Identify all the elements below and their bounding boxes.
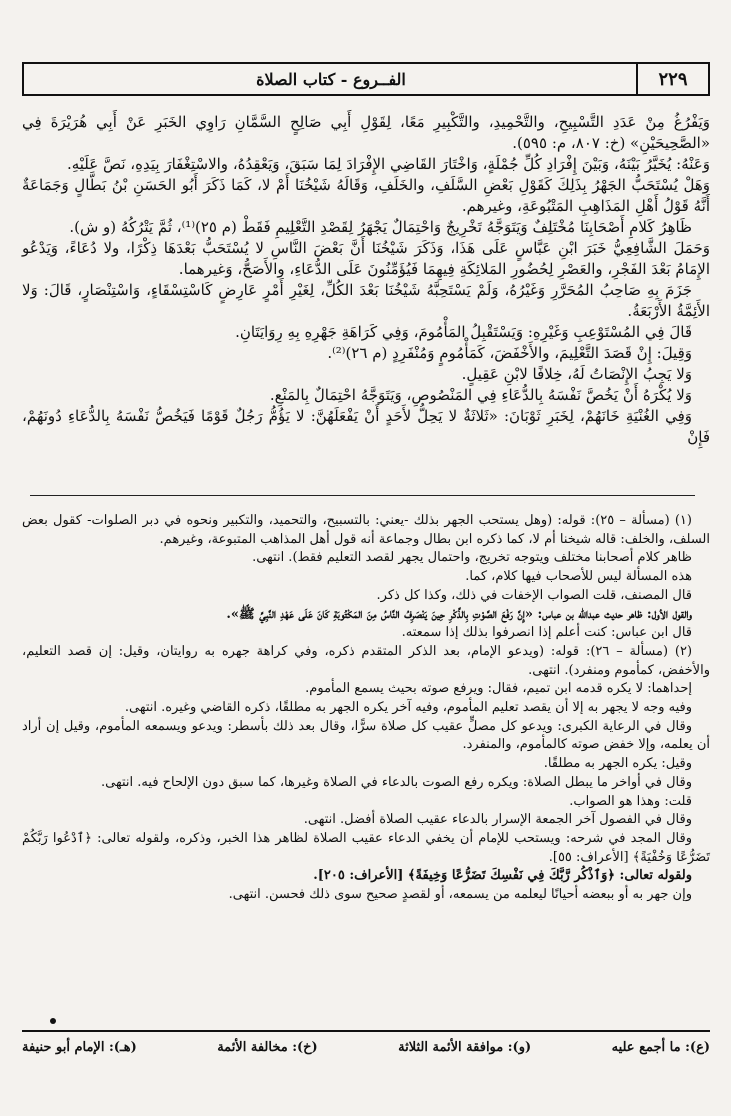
footnote-paragraph: ولقوله تعالى: ﴿وَٱذْكُر رَّبَّكَ فِي نَفْسِكَ تَضَرُّعًا وَخِيفَةً﴾ [الأعراف: ٢٠٥].: [313, 868, 692, 884]
main-paragraph: وَحَمَلَ الشَّافِعِيُّ خَبَرَ ابْنِ عَبَّاسٍ عَلَى هَذَا، وَذَكَرَ شَيْخُنَا أَنَّ بَعْضَ النَّاسِ لا يُسْتَحَبُّ بَعْدَهَا ذِكْرًا، ولا دُعَاءً، وَيَدْعُو الإِمَامُ بَعْدَ الفَجْرِ، والعَصْرِ لِحُضُورِ المَلائِكَةِ فِيهِمَا فَيُؤَمِّنُونَ عَلَى الدُّعَاءِ، والأَصَحُّ، وَغيرهما.: [22, 239, 710, 278]
main-paragraph: وَفِي الغُنْيَةِ خَانَهُمْ، لِخَبَرِ ثَوْبَانَ: «ثَلاثَةٌ لا يَحِلُّ لأَحَدٍ أَنْ يَفْعَلَهُنَّ: لا يَؤُمُّ رَجُلٌ قَوْمًا فَيَخُصُّ نَفْسَهُ بِالدُّعَاءِ دُونَهُمْ، فَإِنْ: [22, 407, 710, 446]
footnote-paragraph: قلت: وهذا هو الصواب.: [569, 793, 692, 809]
footnote-paragraph: (٢) (مسألة – ٢٦): قوله: (ويدعو الإمام، بعد الذكر المتقدم ذكره، وفي كراهة جهره به روايتان، وقيل: إن قصد التعليم، والأخفض، كمأموم ومنفرد). انتهى.: [22, 643, 710, 678]
main-paragraph: ظَاهِرُ كَلامِ أَصْحَابِنَا مُخْتَلِفٌ وَيَتَوَجَّهُ تَخْرِيجٌ وَاحْتِمَالٌ يَجْهَرُ لِقَصْدِ التَّعْلِيمِ فَقَطْ (م ٢٥)⁽¹⁾، ثُمَّ يَتْرُكُهُ (و ش).: [69, 218, 692, 236]
footnote-paragraph: وقال المجد في شرحه: ويستحب للإمام أن يخفي الدعاء عقيب الصلاة لظاهر هذا الخبر، وذكره، ولقوله تعالى: ﴿ٱدْعُوا رَبَّكُمْ تَضَرُّعًا وَخُفْيَةً﴾ [الأعراف: ٥٥].: [22, 830, 710, 865]
footnote-paragraph: وقيل: يكره الجهر به مطلقًا.: [543, 756, 692, 772]
main-paragraph: وَقِيلَ: إِنْ قَصَدَ التَّعْلِيمَ، والأَخْفَضَ، كَمَأْمُومٍ وَمُنْفَرِدٍ (م ٢٦)⁽²⁾.: [327, 344, 692, 362]
main-paragraph: وَيَفْرُغُ مِنْ عَدَدِ التَّسْبِيحِ، والتَّحْمِيدِ، والتَّكْبِيرِ مَعًا، لِقَوْلِ أَبِي صَالِحٍ السَّمَّانِ رَاوِي الخَبَرِ عَنْ أَبِي هُرَيْرَةَ فِي «الصَّحِيحَيْنِ» (خ: ٨٠٧، م: ٥٩٥).: [22, 113, 710, 152]
footnote-paragraph: وفيه وجه لا يجهر به إلا أن يقصد تعليم المأموم، وفيه آخر يكره الجهر به مطلقًا، ذكره القاضي وغيره. انتهى.: [124, 700, 692, 716]
footnote-paragraph: ظاهر كلام أصحابنا مختلف ويتوجه تخريج، واحتمال يجهر لقصد التعليم فقط). انتهى.: [252, 550, 692, 566]
page-header: [22, 62, 710, 96]
footnote-paragraph: والقول الأول: ظاهر حديث عبدالله بن عباس: «إِنَّ رَفْعَ الصَّوْتِ بِالذِّكْرِ حِينَ يَنْصَرِفُ النَّاسُ مِنَ المَكْتُوبَةِ كَانَ عَلَى عَهْدِ النَّبِيِّ ﷺ».: [226, 606, 692, 622]
footnote-paragraph: قال المصنف، قلت الصواب الإخفات في ذلك، وكذا كل ذكر.: [376, 587, 692, 603]
abbreviation-item: (خ): مخالفة الأئمة: [217, 1040, 318, 1055]
abbreviations-key: [22, 1040, 710, 1062]
footnote-paragraph: قال ابن عباس: كنت أعلم إذا انصرفوا بذلك إذا سمعته.: [401, 625, 692, 641]
footnote-paragraph: وقال في أواخر ما يبطل الصلاة: ويكره رفع الصوت بالدعاء في الصلاة وغيرها، كما سبق دون الإلحاح فيه. انتهى.: [101, 774, 692, 790]
footer-separator: [22, 1030, 710, 1032]
main-paragraph: جَزَمَ بِهِ صَاحِبُ المُحَرَّرِ وَغَيْرُهُ، وَلَمْ يَسْتَحِبَّهُ شَيْخُنَا بَعْدَ الكُلِّ، لِغَيْرِ أَمْرٍ عَارِضٍ كَاسْتِسْقَاءٍ، وَاسْتِنْصَارٍ، قَالَ: وَلا الأَئِمَّةُ الأَرْبَعَةُ.: [22, 281, 710, 320]
main-paragraph: وَلا يَجِبُ الإِنْصَاتُ لَهُ، خِلافًا لابْنِ عَقِيلٍ.: [461, 365, 692, 383]
main-paragraph: قَالَ فِي المُسْتَوْعِبِ وَغَيْرِهِ: وَيَسْتَقْبِلُ المَأْمُومَ، وَفِي كَرَاهَةِ جَهْرِهِ بِهِ رِوَايَتَانِ.: [235, 323, 692, 341]
footnote-paragraph: وإن جهر به أو ببعضه أحيانًا ليعلمه من يسمعه، أو لقصدٍ صحيح سوى ذلك فحسن. انتهى.: [228, 887, 692, 903]
page-number: ٢٢٩: [636, 64, 708, 94]
footnote-paragraph: (١) (مسألة – ٢٥): قوله: (وهل يستحب الجهر بذلك -يعني: بالتسبيح، والتحميد، والتكبير ونحوه في دبر الصلوات- كقول بعض السلف، والخلف: قاله شيخنا أم لا، كما ذكره ابن بطال وجماعة أنه قول أهل المذاهب المتبوعة، وغيرهم.: [22, 513, 710, 547]
main-text: [22, 112, 710, 448]
abbreviation-item: (و): موافقة الأئمة الثلاثة: [398, 1040, 532, 1055]
footnote-paragraph: وقال في الفصول آخر الجمعة الإسرار بالدعاء عقيب الصلاة أفضل. انتهى.: [303, 812, 692, 828]
abbreviation-item: (ع): ما أجمع عليه: [611, 1040, 710, 1055]
footnote-paragraph: هذه المسألة ليس للأصحاب فيها كلام، كما.: [465, 569, 692, 585]
main-paragraph: وَعَنْهُ: يُخَيَّرُ بَيْنَهُ، وَبَيْنَ إِفْرَادِ كُلِّ جُمْلَةٍ، وَاخْتَارَ القَاضِي الإِفْرَادَ لِمَا سَبَقَ، وَيَعْقِدُهُ، والاسْتِغْفَارَ بِيَدِهِ، نَصَّ عَلَيْهِ.: [66, 155, 710, 173]
running-title: الفــروع - كتاب الصلاة: [256, 69, 406, 89]
main-paragraph: وَلا يُكْرَهُ أَنْ يَخُصَّ نَفْسَهُ بِالدُّعَاءِ فِي المَنْصُوصِ، وَيَتَوَجَّهُ احْتِمَالٌ بِالمَنْعِ.: [269, 386, 692, 404]
footnote-paragraph: وقال في الرعاية الكبرى: ويدعو كل مصلٍّ عقيب كل صلاة سرًّا، وقال بعد ذلك بأسطر: ويدعو ويسمعه المأموم، وقيل إن أراد أن يعلمه، وإلا خفض صوته كالمأموم، والمنفرد.: [22, 718, 710, 753]
ink-dot: [50, 1018, 56, 1024]
abbreviation-item: (هـ): الإمام أبو حنيفة: [22, 1040, 137, 1055]
footnote-paragraph: إحداهما: لا يكره قدمه ابن تميم، فقال: ويرفع صوته بحيث يسمع المأموم.: [305, 681, 692, 697]
footnotes: [22, 512, 710, 905]
main-paragraph: وَهَلْ يُسْتَحَبُّ الجَهْرُ بِذَلِكَ كَقَوْلِ بَعْضِ السَّلَفِ، والخَلَفِ، وَقَالَهُ شَيْخُنَا أَمْ لا، كَمَا ذَكَرَ أَبُو الحَسَنِ بْنُ بَطَّالٍ وَجَمَاعَةٌ أَنَّهُ قَوْلُ أَهْلِ المَذَاهِبِ المَتْبُوعَةِ، وغيرهم.: [22, 176, 710, 215]
footnote-separator: [30, 495, 695, 496]
